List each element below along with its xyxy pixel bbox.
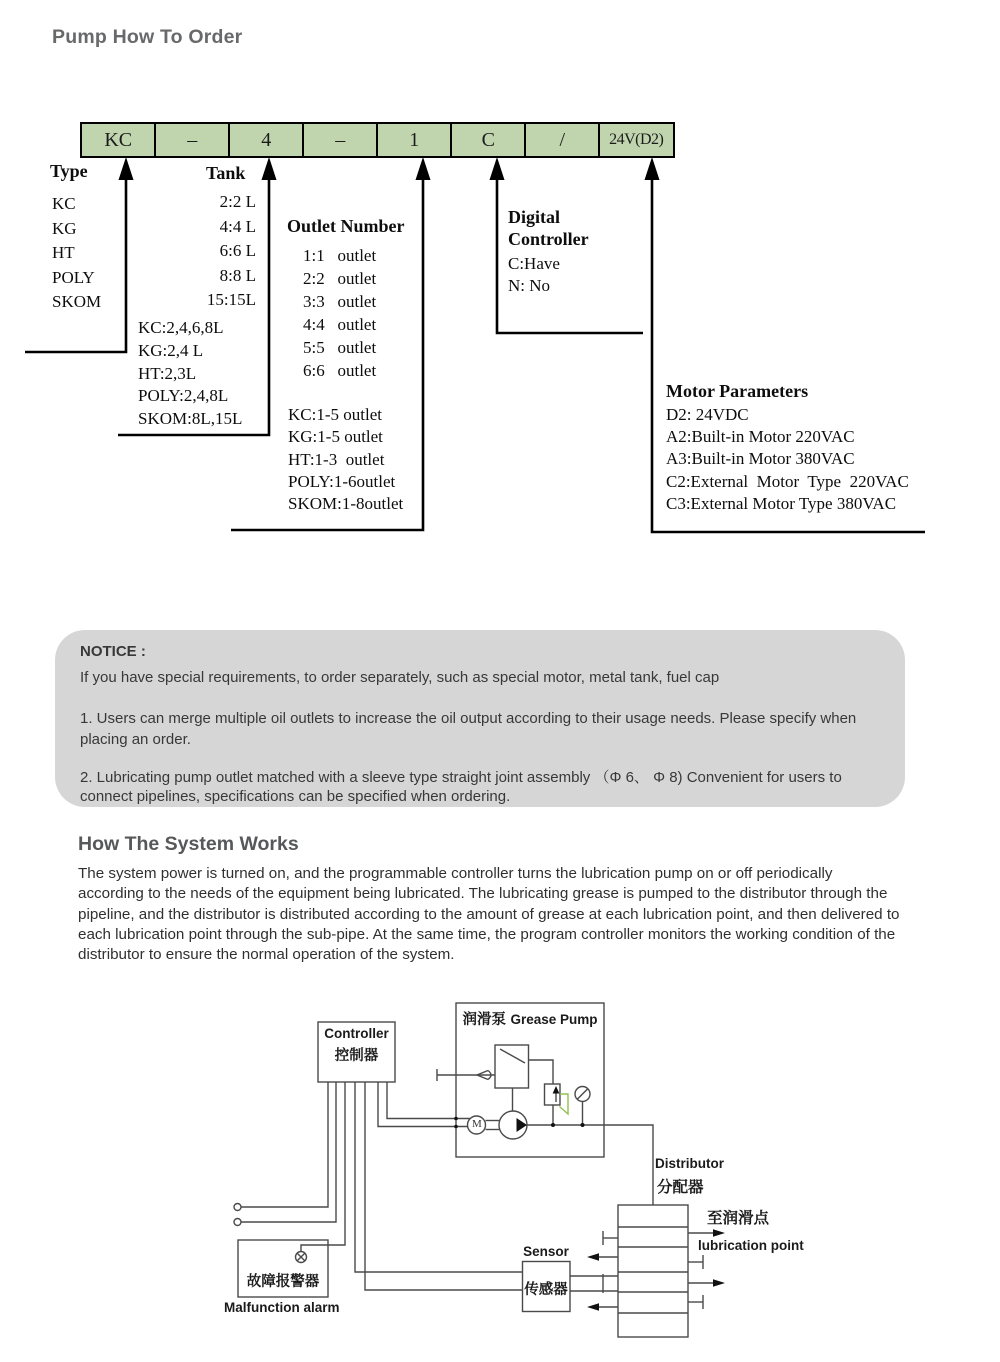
- controller-label-cn: 控制器: [334, 1048, 379, 1064]
- tank-note: SKOM:8L,15L: [138, 409, 243, 429]
- controller-label: Controller: [324, 1026, 389, 1041]
- motor-item: A2:Built-in Motor 220VAC: [666, 427, 855, 447]
- outlet-item: 5:5 outlet: [303, 338, 377, 358]
- outlet-title: Outlet Number: [287, 216, 405, 236]
- order-code-cell: KC: [80, 122, 157, 158]
- grease-pump-label: [456, 1008, 604, 1029]
- distributor-label-cn: 分配器: [657, 1179, 704, 1196]
- motor-letter: M: [472, 1118, 482, 1130]
- pointer-lines: [25, 176, 925, 532]
- tank-item: 8:8 L: [219, 265, 256, 285]
- order-code-cell: –: [154, 122, 231, 158]
- sensor-label: Sensor: [523, 1244, 569, 1259]
- order-code-cell: /: [524, 122, 601, 158]
- order-code-cell: –: [302, 122, 379, 158]
- page-title: Pump How To Order: [52, 26, 243, 48]
- order-code-cell: 1: [376, 122, 453, 158]
- outlet-item: 3:3 outlet: [303, 292, 377, 312]
- order-code-cell: C: [450, 122, 527, 158]
- tank-title: Tank: [206, 163, 246, 183]
- reservoir-symbol: [495, 1045, 529, 1088]
- relief-valve-symbol: [545, 1084, 561, 1105]
- grease-pump-label-en: Grease Pump: [510, 1012, 598, 1027]
- tank-item: 15:15L: [206, 290, 256, 310]
- schematic-arrowheads: [454, 1086, 725, 1311]
- how-it-works-title: How The System Works: [78, 833, 299, 855]
- distributor-label: Distributor: [655, 1156, 724, 1171]
- tank-item: 4:4 L: [219, 216, 256, 236]
- power-terminal: [234, 1204, 241, 1211]
- outlet-note: HT:1-3 outlet: [288, 449, 385, 469]
- outlet-item: 6:6 outlet: [303, 361, 377, 381]
- outlet-item: 1:1 outlet: [303, 246, 377, 265]
- system-schematic: [0, 985, 1000, 1362]
- notice-panel: [55, 630, 905, 807]
- tank-item: 2:2 L: [219, 192, 256, 211]
- notice-item: 2. Lubricating pump outlet matched with a sleeve type straight joint assembly （Φ 6、 Φ 8) Convenient for users to connect pipelines, specifications can be specified when ordering.: [80, 769, 842, 805]
- order-code-cell: 24V(D2): [598, 122, 675, 158]
- motor-item: A3:Built-in Motor 380VAC: [666, 449, 855, 469]
- tank-note: POLY:2,4,8L: [138, 386, 229, 406]
- tank-item: 6:6 L: [219, 241, 256, 261]
- type-item: SKOM: [52, 292, 102, 311]
- digital-item: N: No: [508, 276, 551, 296]
- tank-note: HT:2,3L: [138, 363, 197, 383]
- outlet-item: 2:2 outlet: [303, 269, 377, 289]
- how-it-works-body: The system power is turned on, and the programmable controller turns the lubrication pump on or off periodically according to the needs of the equipment being lubricated. The lubricating grease is pumped to the distributor through the pipeline, and the distributor is distributed according to the amount of grease at each lubrication point, and then delivered to each lubrication point through the sub-pipe. At the same time, the program controller monitors the working condition of the distributor to ensure the normal operation of the system.: [78, 865, 900, 964]
- outlet-note: KC:1-5 outlet: [288, 405, 382, 424]
- type-item: POLY: [52, 267, 95, 287]
- type-item: KC: [52, 194, 76, 213]
- malfunction-alarm-label-cn: 故障报警器: [246, 1274, 320, 1290]
- motor-item: C2:External Motor Type 220VAC: [666, 471, 909, 491]
- relief-spring: [560, 1094, 569, 1114]
- motor-title: Motor Parameters: [666, 381, 809, 401]
- type-item: HT: [52, 243, 75, 262]
- distributor-box: [618, 1205, 688, 1337]
- type-title: Type: [50, 161, 88, 181]
- order-code-cell: 4: [228, 122, 305, 158]
- notice-item: 1. Users can merge multiple oil outlets to increase the oil output according to their usage needs. Please specify when placing an order.: [80, 710, 857, 748]
- power-terminal: [234, 1219, 241, 1226]
- lubrication-point-label: lubrication point: [698, 1238, 804, 1253]
- grease-pump-label-cn: 润滑泵: [462, 1012, 506, 1028]
- motor-item: D2: 24VDC: [666, 405, 749, 424]
- outlet-item: 4:4 outlet: [303, 315, 377, 335]
- motor-item: C3:External Motor Type 380VAC: [666, 493, 897, 513]
- order-pointer-lines: [0, 0, 1000, 560]
- malfunction-alarm-label: Malfunction alarm: [224, 1300, 340, 1315]
- digital-title-line2: Controller: [508, 228, 589, 249]
- outlet-note: SKOM:1-8outlet: [288, 494, 404, 514]
- notice-intro: If you have special requirements, to order separately, such as special motor, metal tank, fuel cap: [80, 669, 720, 686]
- outlet-note: POLY:1-6outlet: [288, 471, 396, 491]
- outlet-note: KG:1-5 outlet: [288, 427, 383, 447]
- pointer-arrowheads: [119, 157, 660, 180]
- digital-title-line1: Digital: [508, 207, 560, 227]
- to-lubrication-point-cn: 至润滑点: [707, 1210, 770, 1227]
- notice-title: NOTICE :: [80, 643, 146, 660]
- digital-item: C:Have: [508, 254, 560, 273]
- type-item: KG: [52, 218, 77, 238]
- tank-note: KG:2,4 L: [138, 340, 204, 360]
- tank-note: KC:2,4,6,8L: [138, 318, 224, 337]
- order-code-row: [80, 122, 675, 158]
- sensor-label-cn: 传感器: [524, 1282, 568, 1298]
